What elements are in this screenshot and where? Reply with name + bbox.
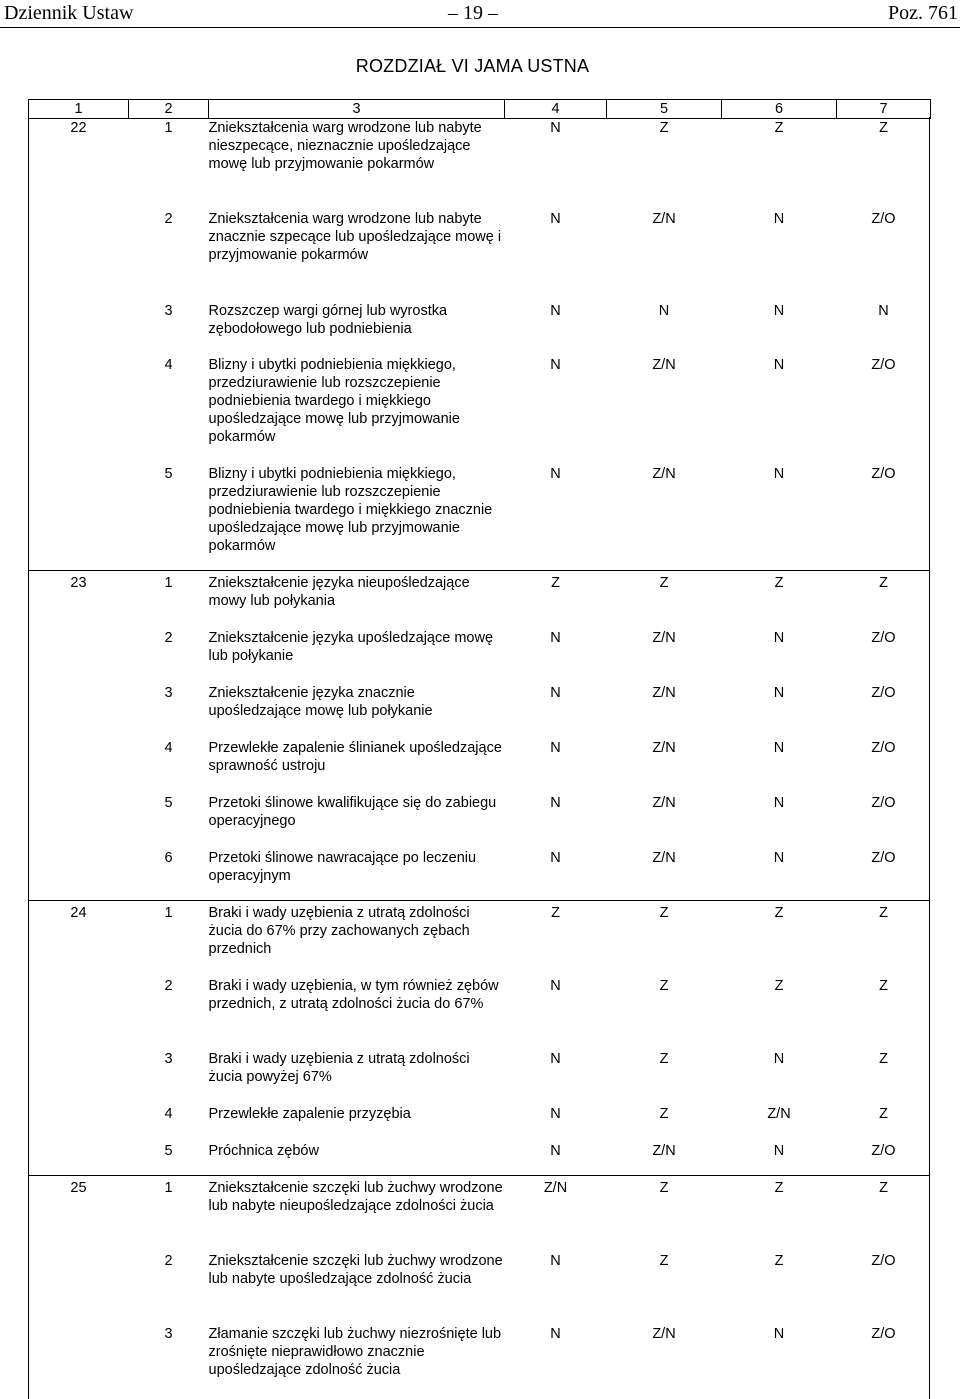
category-value: N <box>773 629 785 646</box>
section-number <box>29 1142 129 1179</box>
table-row <box>29 794 931 849</box>
section-divider <box>28 900 930 901</box>
category-value: Z <box>659 1179 669 1196</box>
condition-description: Przetoki ślinowe kwalifikujące się do zabiegu operacyjnego <box>208 794 497 829</box>
table-row <box>29 904 931 977</box>
section-number <box>29 1325 129 1398</box>
category-value: N <box>550 210 561 227</box>
item-number: 5 <box>164 465 173 482</box>
table-row <box>29 684 931 739</box>
section-number <box>29 1050 129 1105</box>
category-value: N <box>550 1325 561 1342</box>
table-row <box>29 210 931 302</box>
item-number: 4 <box>164 1105 173 1122</box>
category-value: Z/O <box>871 210 896 227</box>
column-number: 1 <box>29 100 129 119</box>
table-row <box>29 1252 931 1325</box>
category-value: N <box>550 739 561 756</box>
category-value: Z <box>659 1105 669 1122</box>
category-value: Z <box>774 1179 784 1196</box>
condition-description: Przetoki ślinowe nawracające po leczeniu operacyjnym <box>208 849 477 884</box>
condition-description: Zniekształcenia warg wrodzone lub nabyte znacznie szpecące lub upośledzające mowę i przyjmowanie pokarmów <box>208 210 502 263</box>
category-value: Z <box>879 1105 888 1122</box>
section-number: 24 <box>70 904 87 921</box>
category-value: Z <box>774 1252 784 1269</box>
category-value: Z <box>774 904 784 921</box>
item-number: 4 <box>164 739 173 756</box>
category-value: Z <box>774 977 784 994</box>
table-row <box>29 302 931 356</box>
category-value: N <box>773 1325 785 1342</box>
category-value: N <box>550 1252 561 1269</box>
item-number: 3 <box>164 684 173 701</box>
section-number <box>29 210 129 302</box>
category-value: N <box>550 120 561 136</box>
category-value: Z/O <box>871 739 896 756</box>
table-row <box>29 977 931 1050</box>
item-number: 2 <box>164 1252 173 1269</box>
category-value: N <box>773 302 785 319</box>
category-value: Z <box>659 120 669 136</box>
column-number: 2 <box>129 100 209 119</box>
item-number: 5 <box>164 794 173 811</box>
condition-description: Złamanie szczęki lub żuchwy niezrośnięte lub zrośnięte nieprawidłowo znacznie upośledzające zdolność żucia <box>208 1325 502 1378</box>
category-value: Z <box>879 574 888 591</box>
page-number: – 19 – <box>448 2 498 24</box>
category-value: N <box>773 684 785 701</box>
category-value: Z/O <box>871 465 896 482</box>
category-value: Z/O <box>871 629 896 646</box>
table-row <box>29 119 931 210</box>
category-value: N <box>550 849 561 866</box>
category-value: N <box>550 629 561 646</box>
category-value: Z/N <box>652 684 676 701</box>
category-value: N <box>550 1105 561 1122</box>
section-divider <box>28 570 930 571</box>
table-row <box>29 356 931 465</box>
category-value: Z/N <box>652 794 676 811</box>
category-value: N <box>773 739 785 756</box>
condition-description: Przewlekłe zapalenie przyzębia <box>208 1105 411 1122</box>
category-value: Z <box>659 977 669 994</box>
category-value: Z/N <box>652 465 676 482</box>
column-number-row <box>29 100 931 119</box>
section-number <box>29 1252 129 1325</box>
category-value: N <box>878 302 889 319</box>
header-rule <box>0 27 960 28</box>
column-number: 3 <box>209 100 505 119</box>
condition-description: Braki i wady uzębienia, w tym również zębów przednich, z utratą zdolności żucia do 67% <box>208 977 499 1012</box>
section-number <box>29 794 129 849</box>
category-value: N <box>550 684 561 701</box>
category-value: N <box>550 1050 561 1067</box>
condition-description: Rozszczep wargi górnej lub wyrostka zębodołowego lub podniebienia <box>208 302 448 337</box>
item-number: 3 <box>164 1050 173 1067</box>
table-left-border <box>28 117 29 1399</box>
condition-description: Próchnica zębów <box>208 1142 319 1159</box>
category-value: N <box>773 210 785 227</box>
table-row <box>29 739 931 794</box>
category-value: Z/O <box>871 1252 896 1269</box>
category-value: Z/O <box>871 794 896 811</box>
section-divider <box>28 1175 930 1176</box>
category-value: Z/N <box>652 1325 676 1342</box>
category-value: N <box>773 849 785 866</box>
condition-description: Zniekształcenia warg wrodzone lub nabyte nieszpecące, nieznacznie upośledzające mowę lub przyjmowanie pokarmów <box>208 120 482 172</box>
table-row <box>29 465 931 574</box>
position-number: Poz. 761 <box>888 2 958 24</box>
condition-description: Zniekształcenie szczęki lub żuchwy wrodzone lub nabyte upośledzające zdolność żucia <box>208 1252 503 1287</box>
item-number: 1 <box>164 574 173 591</box>
condition-description: Zniekształcenie języka upośledzające mowę lub połykanie <box>208 629 494 664</box>
condition-description: Blizny i ubytki podniebienia miękkiego, przedziurawienie lub rozszczepienie podniebienia twardego i miękkiego upośledzające mowę lub przyjmowanie pokarmów <box>208 356 460 445</box>
category-value: Z <box>551 574 560 591</box>
category-value: N <box>550 302 561 319</box>
section-number <box>29 977 129 1050</box>
category-value: Z/N <box>767 1105 791 1122</box>
category-value: Z <box>879 1179 888 1196</box>
category-value: Z/N <box>652 210 676 227</box>
table-row <box>29 849 931 904</box>
category-value: Z <box>774 120 784 136</box>
category-value: Z/N <box>652 629 676 646</box>
column-number: 6 <box>722 100 837 119</box>
item-number: 1 <box>164 904 173 921</box>
section-number <box>29 465 129 574</box>
category-value: Z <box>879 120 888 136</box>
category-value: N <box>773 356 785 373</box>
section-number: 23 <box>70 574 87 591</box>
item-number: 1 <box>164 120 173 136</box>
item-number: 2 <box>164 629 173 646</box>
item-number: 3 <box>164 1325 173 1342</box>
item-number: 1 <box>164 1179 173 1196</box>
section-number <box>29 356 129 465</box>
category-value: N <box>550 1142 561 1159</box>
category-value: N <box>773 794 785 811</box>
column-number: 5 <box>607 100 722 119</box>
table-row <box>29 1142 931 1179</box>
category-value: N <box>550 794 561 811</box>
condition-description: Przewlekłe zapalenie ślinianek upośledzające sprawność ustroju <box>208 739 502 774</box>
category-value: Z <box>879 977 888 994</box>
category-value: Z/N <box>652 849 676 866</box>
section-number <box>29 302 129 356</box>
section-number <box>29 1105 129 1142</box>
category-value: N <box>773 1142 785 1159</box>
category-value: N <box>658 302 670 319</box>
category-value: Z <box>551 904 560 921</box>
section-number: 22 <box>70 120 87 136</box>
table-row <box>29 1179 931 1252</box>
condition-description: Zniekształcenie języka nieupośledzające mowy lub połykania <box>208 574 470 609</box>
item-number: 3 <box>164 302 173 319</box>
category-value: N <box>550 977 561 994</box>
page-header <box>0 0 960 30</box>
qualification-table <box>28 99 931 1398</box>
table-row <box>29 1105 931 1142</box>
category-value: Z/N <box>543 1179 568 1196</box>
column-number: 7 <box>837 100 931 119</box>
category-value: Z <box>879 904 888 921</box>
condition-description: Zniekształcenie języka znacznie upośledzające mowę lub połykanie <box>208 684 433 719</box>
category-value: Z/O <box>871 1142 896 1159</box>
category-value: Z <box>659 904 669 921</box>
condition-description: Braki i wady uzębienia z utratą zdolności żucia do 67% przy zachowanych zębach przednich <box>208 904 470 957</box>
category-value: Z/N <box>652 1142 676 1159</box>
table-row <box>29 629 931 684</box>
condition-description: Braki i wady uzębienia z utratą zdolności żucia powyżej 67% <box>208 1050 470 1085</box>
table-row <box>29 1325 931 1398</box>
category-value: Z/O <box>871 684 896 701</box>
category-value: Z <box>774 574 784 591</box>
condition-description: Zniekształcenie szczęki lub żuchwy wrodzone lub nabyte nieupośledzające zdolności żucia <box>208 1179 503 1214</box>
category-value: N <box>773 1050 785 1067</box>
item-number: 5 <box>164 1142 173 1159</box>
item-number: 4 <box>164 356 173 373</box>
section-number <box>29 684 129 739</box>
category-value: N <box>550 356 561 373</box>
journal-name: Dziennik Ustaw <box>4 2 134 24</box>
condition-description: Blizny i ubytki podniebienia miękkiego, przedziurawienie lub rozszczepienie podniebienia twardego i miękkiego znacznie upośledzające mowę lub przyjmowanie pokarmów <box>208 465 493 554</box>
category-value: Z <box>879 1050 888 1067</box>
section-number: 25 <box>70 1179 87 1196</box>
category-value: Z/O <box>871 356 896 373</box>
table-right-border <box>929 117 930 1399</box>
category-value: Z/N <box>652 739 676 756</box>
category-value: N <box>773 465 785 482</box>
category-value: Z/N <box>652 356 676 373</box>
table-row <box>29 1050 931 1105</box>
category-value: Z <box>659 574 669 591</box>
item-number: 6 <box>164 849 173 866</box>
column-number: 4 <box>505 100 607 119</box>
item-number: 2 <box>164 210 173 227</box>
item-number: 2 <box>164 977 173 994</box>
section-number <box>29 739 129 794</box>
section-number <box>29 629 129 684</box>
section-number <box>29 849 129 904</box>
category-value: Z/O <box>871 1325 896 1342</box>
table-row <box>29 574 931 629</box>
category-value: Z <box>659 1050 669 1067</box>
category-value: Z/O <box>871 849 896 866</box>
category-value: N <box>550 465 561 482</box>
category-value: Z <box>659 1252 669 1269</box>
chapter-title: ROZDZIAŁ VI JAMA USTNA <box>355 56 590 76</box>
